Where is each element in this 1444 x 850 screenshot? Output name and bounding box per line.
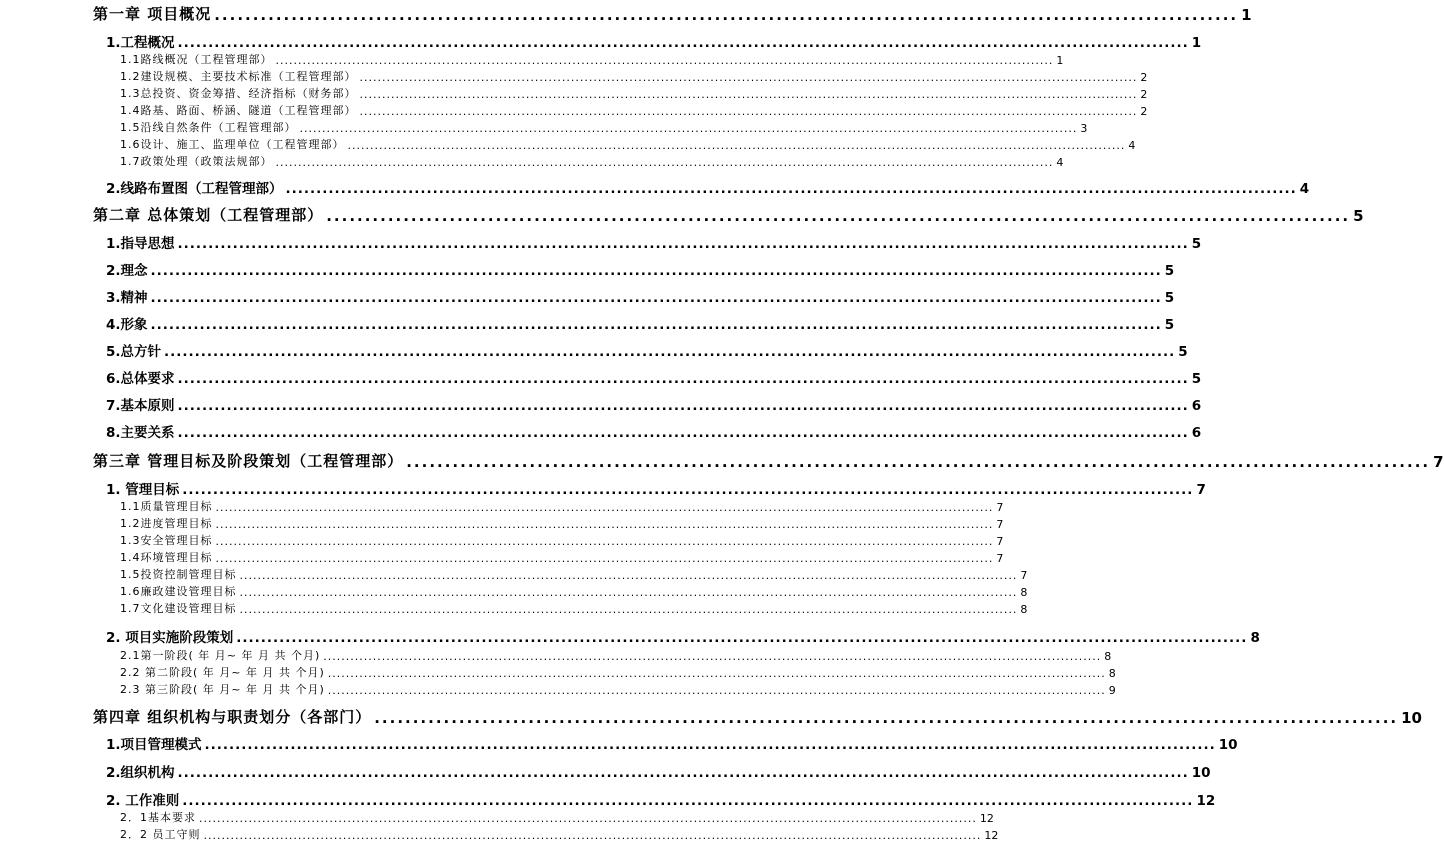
toc-leader-dots: ............................................................................................................................................................................. [359, 71, 1138, 84]
toc-page-number: 1 [1191, 35, 1202, 51]
toc-page-number: 8 [1020, 586, 1028, 599]
toc-page-number: 5 [1178, 344, 1188, 360]
toc-title: 第四章 组织机构与职责划分（各部门） [93, 708, 372, 726]
toc-title: 7.基本原则 [106, 398, 175, 414]
toc-subsection[interactable] [120, 599, 1028, 616]
toc-page-number: 6 [1191, 425, 1202, 441]
toc-title: 5.总方针 [106, 344, 162, 360]
toc-page-number: 4 [1299, 181, 1310, 197]
toc-page-number: 3 [1080, 122, 1088, 135]
toc-leader-dots: ..................................................................................................................................................................... [285, 181, 1297, 197]
toc-page-number: 12 [984, 829, 999, 842]
toc-page-number: 7 [1020, 569, 1028, 582]
toc-leader-dots: ..................................................................................................................................... [326, 207, 1351, 225]
toc-section[interactable] [106, 624, 1260, 646]
toc-leader-dots: ............................................................................................................................................................................. [323, 650, 1102, 663]
toc-page-number: 12 [979, 812, 994, 825]
toc-title: 2.组织机构 [106, 765, 175, 781]
toc-page-number: 2 [1140, 71, 1148, 84]
toc-section[interactable] [106, 284, 1175, 306]
toc-page-number: 5 [1191, 371, 1202, 387]
toc-section[interactable] [106, 392, 1202, 414]
toc-leader-dots: ............................................................................................................................................................................. [327, 667, 1106, 680]
toc-page-number: 7 [1433, 453, 1444, 471]
toc-page-number: 7 [996, 501, 1004, 514]
toc-subsection[interactable] [120, 67, 1148, 84]
toc-page-number: 1 [1056, 54, 1064, 67]
toc-leader-dots: ..................................................................................................................................................................... [150, 263, 1162, 279]
toc-title: 2.理念 [106, 263, 148, 279]
toc-section[interactable] [106, 311, 1175, 333]
toc-title: 第二章 总体策划（工程管理部） [93, 206, 324, 224]
toc-leader-dots: ..................................................................................................................................................................... [177, 35, 1189, 51]
toc-subsection[interactable] [120, 514, 1004, 531]
toc-title: 1.1路线概况（工程管理部） [120, 53, 273, 66]
toc-leader-dots: ..................................................................................................................................... [406, 453, 1431, 471]
toc-title: 2. 工作准则 [106, 793, 180, 809]
toc-leader-dots: ............................................................................................................................................................................. [199, 812, 977, 825]
toc-subsection[interactable] [120, 808, 994, 825]
toc-title: 2. 项目实施阶段策划 [106, 630, 234, 646]
toc-title: 4.形象 [106, 317, 148, 333]
toc-subsection[interactable] [120, 497, 1004, 514]
toc-section[interactable] [106, 338, 1188, 360]
toc-leader-dots: ..................................................................................................................................... [374, 709, 1399, 727]
toc-leader-dots: ..................................................................................................................................................................... [182, 482, 1194, 498]
toc-leader-dots: ..................................................................................................................................................................... [164, 344, 1176, 360]
toc-page-number: 5 [1164, 263, 1175, 279]
toc-leader-dots: ............................................................................................................................................................................. [215, 518, 994, 531]
toc-section[interactable] [106, 759, 1211, 781]
toc-subsection[interactable] [120, 680, 1116, 697]
toc-leader-dots: ..................................................................................................................................................................... [177, 398, 1189, 414]
toc-section[interactable] [106, 731, 1238, 753]
toc-page-number: 8 [1020, 603, 1028, 616]
toc-page-number: 8 [1250, 630, 1260, 646]
toc-subsection[interactable] [120, 135, 1136, 152]
toc-title: 1.6廉政建设管理目标 [120, 585, 237, 598]
toc-title: 8.主要关系 [106, 425, 175, 441]
toc-section[interactable] [106, 365, 1202, 387]
toc-subsection[interactable] [120, 101, 1148, 118]
toc-leader-dots: ............................................................................................................................................................................. [203, 829, 982, 842]
toc-section[interactable] [106, 476, 1206, 498]
toc-leader-dots: ..................................................................................................................................................................... [177, 425, 1189, 441]
toc-title: 1.指导思想 [106, 236, 175, 252]
toc-title: 1.3总投资、资金筹措、经济指标（财务部） [120, 87, 357, 100]
toc-page-number: 12 [1196, 793, 1216, 809]
toc-page-number: 4 [1128, 139, 1136, 152]
toc-subsection[interactable] [120, 582, 1028, 599]
toc-leader-dots: ..................................................................................................................................................................... [150, 317, 1162, 333]
toc-leader-dots: ..................................................................................................................................................................... [177, 236, 1189, 252]
toc-title: 1.7文化建设管理目标 [120, 602, 237, 615]
toc-leader-dots: ..................................................................................................................................... [214, 6, 1239, 24]
toc-section[interactable] [106, 175, 1310, 197]
toc-title: 2.1第一阶段( 年 月~ 年 月 共 个月) [120, 649, 321, 662]
toc-section[interactable] [106, 787, 1216, 809]
toc-subsection[interactable] [120, 84, 1148, 101]
toc-title: 1.项目管理模式 [106, 737, 202, 753]
toc-page-number: 2 [1140, 88, 1148, 101]
toc-leader-dots: ..................................................................................................................................................................... [236, 630, 1248, 646]
toc-leader-dots: ............................................................................................................................................................................. [239, 586, 1018, 599]
toc-page-number: 10 [1191, 765, 1211, 781]
toc-chapter-1[interactable] [93, 0, 1252, 24]
toc-leader-dots: ............................................................................................................................................................................. [359, 105, 1138, 118]
toc-title: 3.精神 [106, 290, 148, 306]
toc-leader-dots: ............................................................................................................................................................................. [215, 535, 994, 548]
toc-page-number: 2 [1140, 105, 1148, 118]
toc-title: 1.2建设规模、主要技术标准（工程管理部） [120, 70, 357, 83]
toc-leader-dots: ............................................................................................................................................................................. [215, 552, 994, 565]
toc-title: 1.1质量管理目标 [120, 500, 213, 513]
toc-title: 1.2进度管理目标 [120, 517, 213, 530]
toc-leader-dots: ............................................................................................................................................................................. [239, 603, 1018, 616]
toc-page-number: 5 [1164, 317, 1175, 333]
toc-leader-dots: ............................................................................................................................................................................. [359, 88, 1138, 101]
toc-subsection[interactable] [120, 663, 1116, 680]
toc-leader-dots: ..................................................................................................................................................................... [177, 765, 1189, 781]
toc-title: 1.3安全管理目标 [120, 534, 213, 547]
toc-title: 1.4路基、路面、桥涵、隧道（工程管理部） [120, 104, 357, 117]
toc-page-number: 7 [996, 535, 1004, 548]
toc-page-number: 7 [996, 552, 1004, 565]
toc-page-number: 10 [1218, 737, 1238, 753]
toc-title: 1.6设计、施工、监理单位（工程管理部） [120, 138, 345, 151]
toc-leader-dots: ..................................................................................................................................................................... [150, 290, 1162, 306]
toc-page-number: 1 [1241, 6, 1252, 24]
toc-title: 1.工程概况 [106, 35, 175, 51]
toc-chapter-4[interactable] [93, 703, 1422, 727]
toc-title: 第三章 管理目标及阶段策划（工程管理部） [93, 452, 404, 470]
toc-page-number: 10 [1401, 709, 1422, 727]
toc-chapter-2[interactable] [93, 201, 1364, 225]
toc-leader-dots: ............................................................................................................................................................................. [239, 569, 1018, 582]
toc-page-number: 8 [1104, 650, 1112, 663]
toc-page-number: 5 [1164, 290, 1175, 306]
toc-page-number: 7 [1196, 482, 1206, 498]
toc-leader-dots: ..................................................................................................................................................................... [177, 371, 1189, 387]
toc-title: 2．1基本要求 [120, 811, 196, 824]
toc-page-number: 8 [1108, 667, 1116, 680]
toc-page-number: 5 [1353, 207, 1364, 225]
toc-title: 1.5投资控制管理目标 [120, 568, 237, 581]
toc-leader-dots: ............................................................................................................................................................................. [215, 501, 994, 514]
toc-subsection[interactable] [120, 548, 1004, 565]
toc-leader-dots: ..................................................................................................................................................................... [182, 793, 1194, 809]
toc-subsection[interactable] [120, 118, 1088, 135]
toc-subsection[interactable] [120, 152, 1064, 169]
toc-title: 第一章 项目概况 [93, 5, 212, 23]
toc-title: 2．2 员工守则 [120, 828, 201, 841]
toc-subsection[interactable] [120, 531, 1004, 548]
toc-section[interactable] [106, 29, 1202, 51]
toc-title: 2.线路布置图（工程管理部） [106, 181, 283, 197]
toc-subsection[interactable] [120, 565, 1028, 582]
toc-title: 1.4环境管理目标 [120, 551, 213, 564]
toc-leader-dots: ............................................................................................................................................................................. [275, 156, 1054, 169]
toc-leader-dots: ..................................................................................................................................................................... [204, 737, 1216, 753]
toc-page-number: 7 [996, 518, 1004, 531]
toc-page-number: 5 [1191, 236, 1202, 252]
toc-page-number: 6 [1191, 398, 1202, 414]
toc-subsection[interactable] [120, 646, 1112, 663]
toc-page-number: 4 [1056, 156, 1064, 169]
toc-chapter-3[interactable] [93, 447, 1444, 471]
toc-title: 1. 管理目标 [106, 482, 180, 498]
toc-page-number: 9 [1108, 684, 1116, 697]
toc-title: 6.总体要求 [106, 371, 175, 387]
toc-title: 2.2 第二阶段( 年 月~ 年 月 共 个月) [120, 666, 325, 679]
toc-subsection[interactable] [120, 50, 1064, 67]
toc-section[interactable] [106, 419, 1202, 441]
toc-title: 1.5沿线自然条件（工程管理部） [120, 121, 297, 134]
toc-title: 1.7政策处理（政策法规部） [120, 155, 273, 168]
toc-leader-dots: ............................................................................................................................................................................. [327, 684, 1106, 697]
toc-title: 2.3 第三阶段( 年 月~ 年 月 共 个月) [120, 683, 325, 696]
toc-subsection[interactable] [120, 825, 999, 842]
toc-section[interactable] [106, 230, 1202, 252]
toc-leader-dots: ............................................................................................................................................................................. [347, 139, 1126, 152]
toc-section[interactable] [106, 257, 1175, 279]
toc-leader-dots: ............................................................................................................................................................................. [299, 122, 1078, 135]
toc-leader-dots: ............................................................................................................................................................................. [275, 54, 1054, 67]
